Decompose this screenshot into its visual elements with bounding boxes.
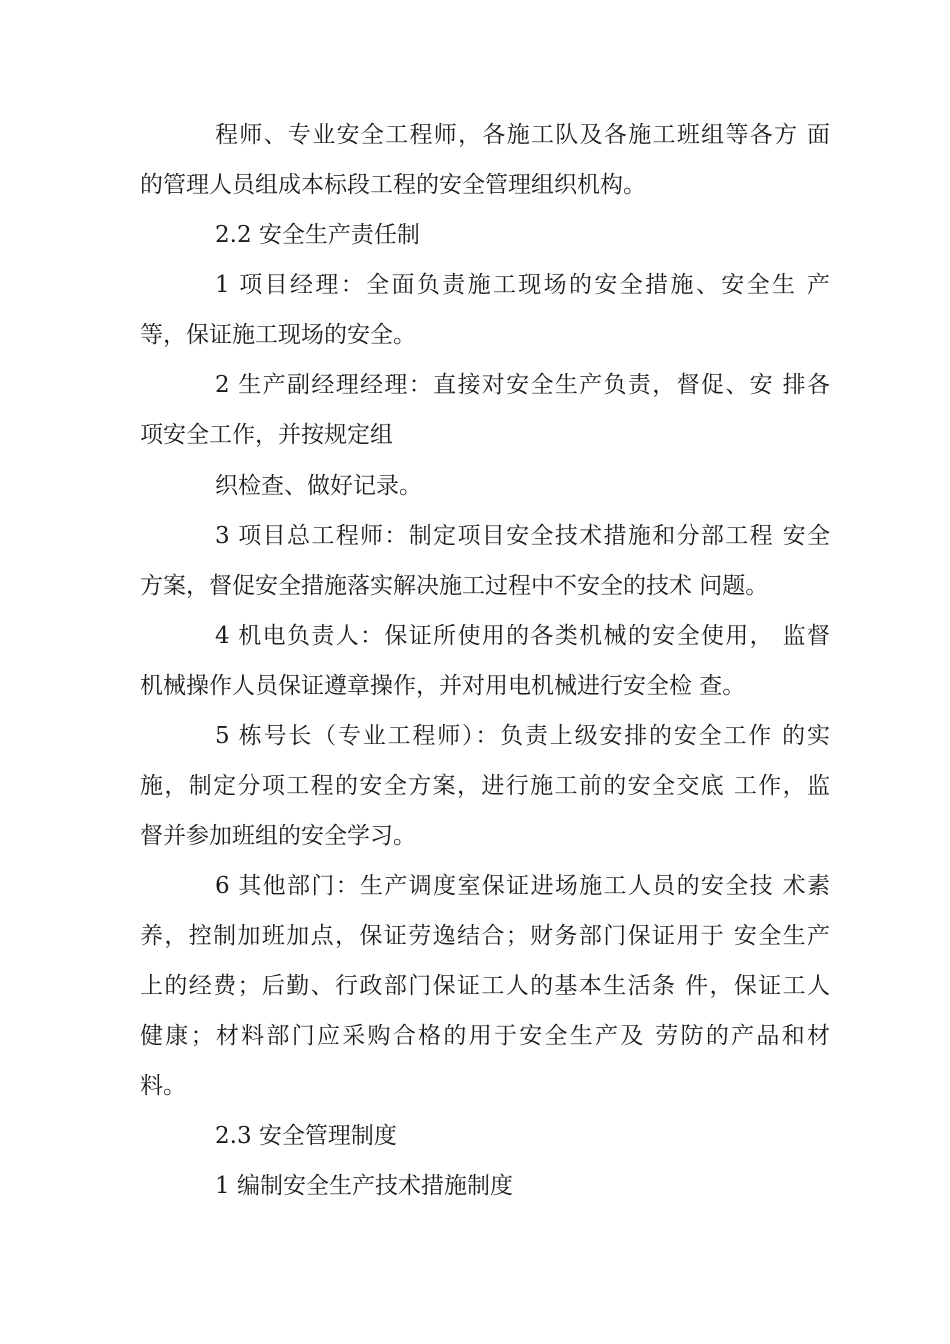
text-line: 上的经费；后勤、行政部门保证工人的基本生活条 件，保证工人 [140,973,830,999]
text-line: 1 项目经理：全面负责施工现场的安全措施、安全生 产 [215,272,830,298]
text-line: 6 其他部门：生产调度室保证进场施工人员的安全技 术素 [215,873,830,899]
text-line: 5 栋号长（专业工程师）：负责上级安排的安全工作 的实 [215,723,830,749]
text-line: 2 生产副经理经理：直接对安全生产负责，督促、安 排各 [215,372,830,398]
section-heading: 2.3 安全管理制度 [215,1123,397,1149]
text-line: 料。 [140,1073,186,1099]
text-line: 的管理人员组成本标段工程的安全管理组织机构。 [140,172,646,198]
text-line: 等，保证施工现场的安全。 [140,322,416,348]
text-line: 方案，督促安全措施落实解决施工过程中不安全的技术 问题。 [140,573,769,599]
text-line: 项安全工作，并按规定组 [140,422,393,448]
text-line: 督并参加班组的安全学习。 [140,823,416,849]
text-line: 施，制定分项工程的安全方案，进行施工前的安全交底 工作，监 [140,773,830,799]
text-line: 1 编制安全生产技术措施制度 [215,1173,513,1199]
text-line: 养，控制加班加点，保证劳逸结合；财务部门保证用于 安全生产 [140,923,830,949]
text-line: 4 机电负责人：保证所使用的各类机械的安全使用， 监督 [215,623,830,649]
section-heading: 2.2 安全生产责任制 [215,222,420,248]
text-line: 机械操作人员保证遵章操作，并对用电机械进行安全检 查。 [140,673,746,699]
text-line: 织检查、做好记录。 [215,473,422,499]
text-line: 程师、专业安全工程师，各施工队及各施工班组等各方 面 [215,122,830,148]
text-line: 健康；材料部门应采购合格的用于安全生产及 劳防的产品和材 [140,1023,830,1049]
text-line: 3 项目总工程师：制定项目安全技术措施和分部工程 安全 [215,523,830,549]
